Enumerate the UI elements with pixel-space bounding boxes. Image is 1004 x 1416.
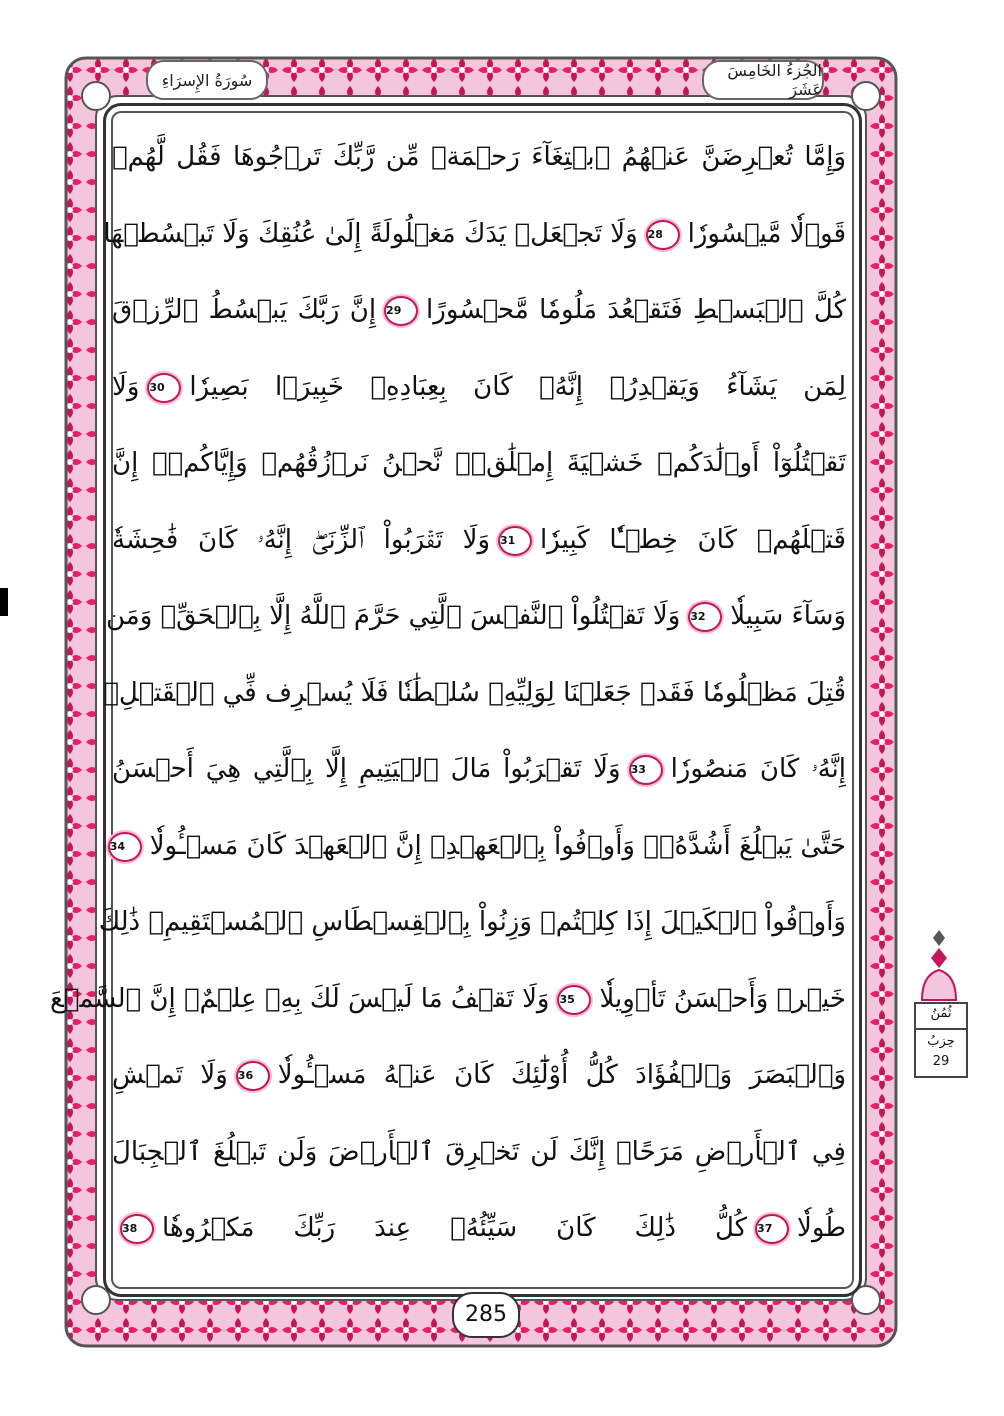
ayah-number-marker: 28	[646, 220, 680, 250]
verse-text: كُلُّ ذَٰلِكَ كَانَ سَيِّئُهُۥ عِندَ رَبِّكَ مَكۡرُوهٗا	[162, 1213, 748, 1243]
verse-text: قَوۡلٗا مَّيۡسُورٗا	[687, 219, 846, 249]
verse-text: قَتۡلَهُمۡ كَانَ خِطۡـٔٗا كَبِيرٗا	[540, 525, 846, 555]
page-edge-mark	[0, 588, 8, 616]
verse-text: لِمَن يَشَآءُ وَيَقۡدِرُۚ إِنَّهُۥ كَانَ بِعِبَادِهِۦ خَبِيرَۢا بَصِيرٗا	[189, 372, 846, 402]
ayah-number-marker: 36	[236, 1061, 270, 1091]
verse-text: وَلَا تَقۡتُلُواْ ٱلنَّفۡسَ ٱلَّتِي حَرَّمَ ٱللَّهُ إِلَّا بِٱلۡحَقِّۗ وَمَن	[105, 601, 681, 631]
verse-text: وَسَآءَ سَبِيلٗا	[730, 601, 846, 631]
verse-line	[112, 1122, 846, 1182]
hizb-label: حِزبُ	[927, 1034, 955, 1049]
hizb-box	[914, 1002, 968, 1078]
verse-text: حَتَّىٰ يَبۡلُغَ أَشُدَّهُۥۚ وَأَوۡفُواْ بِٱلۡعَهۡدِۖ إِنَّ ٱلۡعَهۡدَ كَانَ مَسۡـُٔولٗا	[149, 831, 846, 861]
ayah-number-marker: 32	[688, 602, 722, 632]
ayah-number-marker: 31	[498, 526, 532, 556]
verse-text: وَلَا	[112, 372, 140, 402]
page-number: 285	[452, 1292, 520, 1338]
verse-text: وَٱلۡبَصَرَ وَٱلۡفُؤَادَ كُلُّ أُوْلَٰٓئِكَ كَانَ عَنۡهُ مَسۡـُٔولٗا	[277, 1060, 847, 1090]
verse-line	[112, 510, 846, 570]
verse-text: تَقۡتُلُوٓاْ أَوۡلَٰدَكُمۡ خَشۡيَةَ إِمۡلَٰقٖۖ نَّحۡنُ نَرۡزُقُهُمۡ وَإِيَّاكُمۡۚ إِنَّ	[112, 448, 846, 478]
ayah-number-marker: 30	[147, 373, 181, 403]
ayah-number-marker: 37	[755, 1214, 789, 1244]
ayah-number-marker: 33	[629, 755, 663, 785]
verse-text: وَلَا تَقۡرَبُواْ ٱلزِّنَىٰٓۖ إِنَّهُۥ كَانَ فَٰحِشَةٗ	[112, 525, 491, 555]
verse-line	[49, 969, 846, 1029]
verse-text: وَإِمَّا تُعۡرِضَنَّ عَنۡهُمُ ٱبۡتِغَآءَ رَحۡمَةٖ مِّن رَّبِّكَ تَرۡجُوهَا فَقُل لَّهُمۡ	[112, 142, 846, 172]
ayah-number-marker: 35	[557, 985, 591, 1015]
surah-label: سُورَةُ الإِسرَاءِ	[146, 60, 268, 100]
verse-line	[105, 586, 846, 646]
ayah-number-marker: 34	[108, 832, 142, 862]
verse-text: وَأَوۡفُواْ ٱلۡكَيۡلَ إِذَا كِلۡتُمۡ وَزِنُواْ بِٱلۡقِسۡطَاسِ ٱلۡمُسۡتَقِيمِۚ ذَٰلِكَ	[98, 907, 846, 937]
verse-line	[112, 280, 846, 340]
verse-text: إِنَّهُۥ كَانَ مَنصُورٗا	[670, 754, 846, 784]
verse-line	[103, 663, 846, 723]
hizb-number: 29	[932, 1054, 950, 1069]
verse-text: فِي ٱلۡأَرۡضِ مَرَحًاۖ إِنَّكَ لَن تَخۡرِقَ ٱلۡأَرۡضَ وَلَن تَبۡلُغَ ٱلۡجِبَالَ	[112, 1137, 846, 1167]
ayah-number-marker: 38	[120, 1214, 154, 1244]
verse-text: إِنَّ رَبَّكَ يَبۡسُطُ ٱلرِّزۡقَ	[112, 295, 377, 325]
verse-line	[112, 433, 846, 493]
verse-line	[112, 357, 846, 417]
verse-line	[98, 892, 846, 952]
verse-text: طُولٗا	[797, 1213, 846, 1243]
verse-text: وَلَا تَقۡرَبُواْ مَالَ ٱلۡيَتِيمِ إِلَّا بِٱلَّتِي هِيَ أَحۡسَنُ	[112, 754, 621, 784]
juz-label: الجُزءُ الخَامِسَ عَشَرَ	[702, 60, 824, 100]
verse-line	[112, 739, 846, 799]
verse-text: وَلَا تَقۡفُ مَا لَيۡسَ لَكَ بِهِۦ عِلۡمٌۚ إِنَّ ٱلسَّمۡعَ	[49, 984, 550, 1014]
verse-line	[112, 1045, 846, 1105]
ayah-number-marker: 29	[384, 296, 418, 326]
verse-line	[112, 1198, 846, 1258]
quarter-label: ثُمُنُ	[930, 1006, 952, 1021]
verse-text: خَيۡرٞ وَأَحۡسَنُ تَأۡوِيلٗا	[599, 984, 846, 1014]
verse-text: وَلَا تَجۡعَلۡ يَدَكَ مَغۡلُولَةً إِلَىٰ عُنُقِكَ وَلَا تَبۡسُطۡهَا	[103, 219, 638, 249]
verse-line	[112, 127, 846, 187]
verse-text: قُتِلَ مَظۡلُومٗا فَقَدۡ جَعَلۡنَا لِوَلِيِّهِۦ سُلۡطَٰنٗا فَلَا يُسۡرِف فِّي ٱلۡقَتۡلِۖ	[103, 678, 846, 708]
verse-text: وَلَا تَمۡشِ	[112, 1060, 228, 1090]
verse-line	[109, 816, 846, 876]
verse-line	[103, 204, 846, 264]
verse-text: كُلَّ ٱلۡبَسۡطِ فَتَقۡعُدَ مَلُومٗا مَّحۡسُورًا	[426, 295, 846, 325]
